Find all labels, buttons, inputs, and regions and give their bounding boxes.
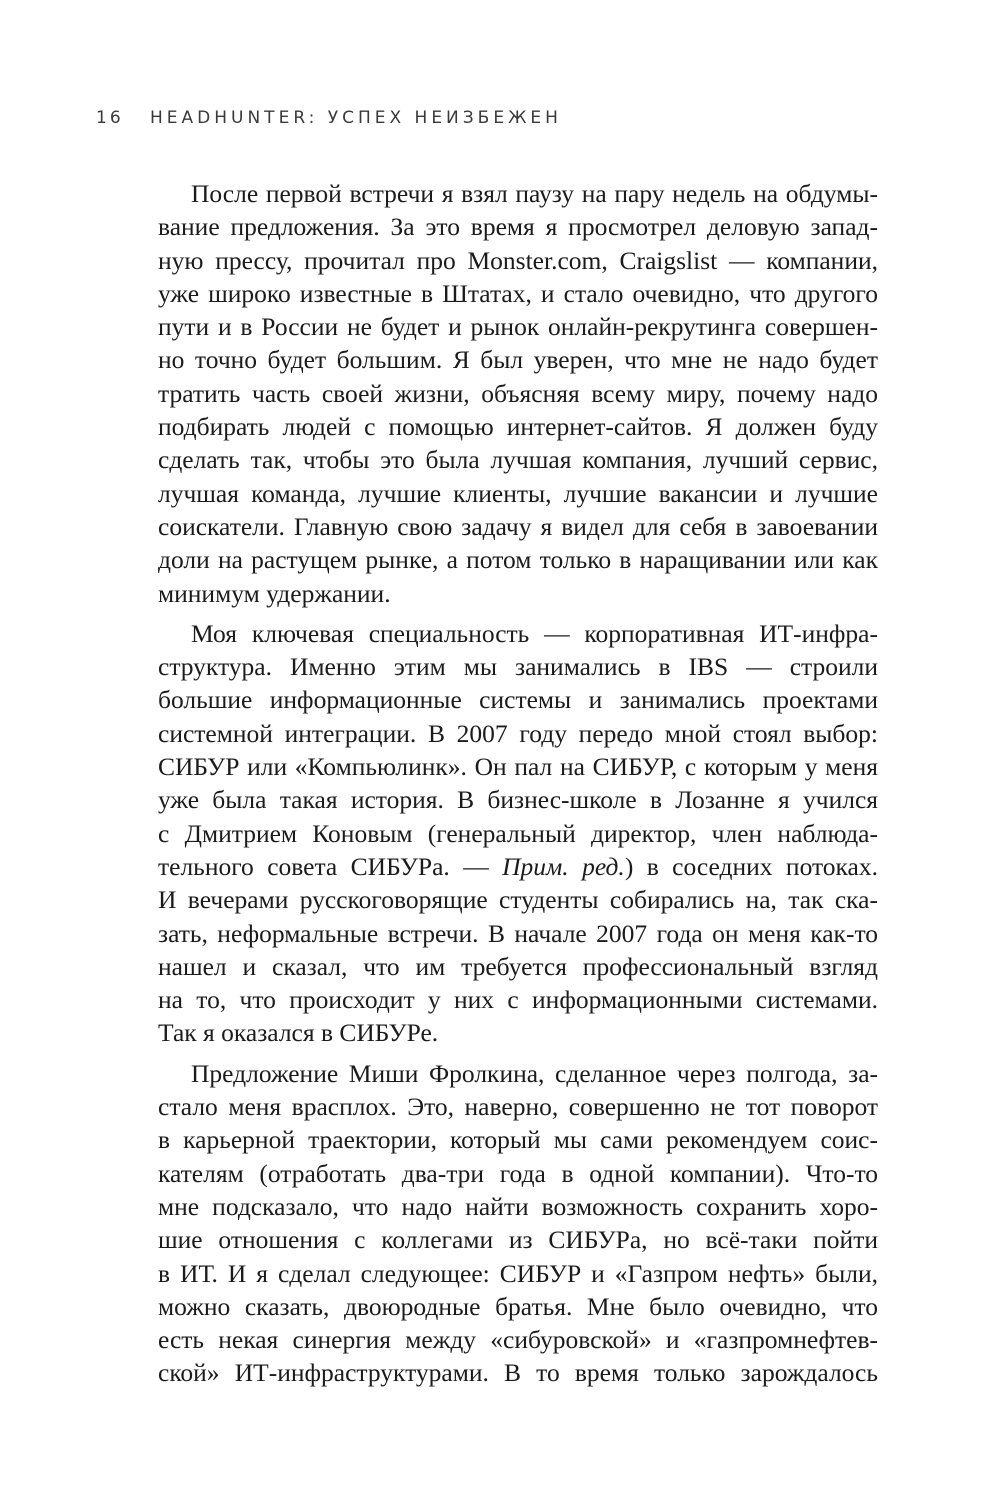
text-line: зать, неформальные встречи. В начале 2007 года он меня как-то xyxy=(158,918,878,948)
text-line: мне подсказало, что надо найти возможность сохранить хоро- xyxy=(158,1191,878,1221)
paragraph-2 xyxy=(158,617,878,1050)
text-line: соискатели. Главную свою задачу я видел для себя в завоевании xyxy=(158,511,878,541)
page-number: 16 xyxy=(96,108,124,128)
text-line: кателям (отработать два-три года в одной компании). Что-то xyxy=(158,1158,878,1188)
text-line: уже была такая история. В бизнес-школе в Лозанне я учился xyxy=(158,785,878,815)
text-line: Так я оказался в СИБУРе. xyxy=(158,1018,439,1048)
editor-note: Прим. ред. xyxy=(502,851,625,881)
text-line: большие информационные системы и занимались проектами xyxy=(158,685,878,715)
text-line: но точно будет большим. Я был уверен, что мне не надо будет xyxy=(158,345,878,375)
paragraph-3 xyxy=(158,1057,878,1390)
body-text xyxy=(158,177,878,1390)
text-line: на то, что происходит у них с информационными системами. xyxy=(158,985,878,1015)
text-line: минимум удержании. xyxy=(158,578,391,608)
text-line: пути и в России не будет и рынок онлайн-рекрутинга совершен- xyxy=(158,312,878,342)
text-line: шие отношения с коллегами из СИБУРа, но всё-таки пойти xyxy=(158,1225,878,1255)
book-title: HEADHUNTER: УСПЕХ НЕИЗБЕЖЕН xyxy=(150,108,562,128)
text-line: структура. Именно этим мы занимались в IBS — строили xyxy=(158,652,878,682)
text-line: вание предложения. За это время я просмотрел деловую запад- xyxy=(158,212,878,242)
text-line: лучшая команда, лучшие клиенты, лучшие вакансии и лучшие xyxy=(158,478,878,508)
text-line: СИБУР или «Компьюлинк». Он пал на СИБУР, с которым у меня xyxy=(158,752,878,782)
text-line: доли на растущем рынке, а потом только в наращивании или как xyxy=(158,545,878,575)
text-line: И вечерами русскоговорящие студенты собирались на, так ска- xyxy=(158,885,878,915)
running-head xyxy=(96,108,562,128)
text-line: стало меня врасплох. Это, наверно, совершенно не тот поворот xyxy=(158,1092,878,1122)
text-line: можно сказать, двоюродные братья. Мне было очевидно, что xyxy=(158,1291,878,1321)
text-line: системной интеграции. В 2007 году передо мной стоял выбор: xyxy=(158,718,878,748)
text-line: Предложение Миши Фролкина, сделанное через полгода, за- xyxy=(191,1058,878,1088)
paragraph-1 xyxy=(158,177,878,610)
text-line: После первой встречи я взял паузу на пару недель на обдумы- xyxy=(191,179,878,208)
text-line: ную прессу, прочитал про Monster.com, Craigslist — компании, xyxy=(158,245,878,275)
text-line: ской» ИТ-инфраструктурами. В то время только зарождалось xyxy=(158,1358,878,1388)
text-line: в ИТ. И я сделал следующее: СИБУР и «Газпром нефть» были, xyxy=(158,1258,878,1288)
text-line: сделать так, чтобы это была лучшая компания, лучший сервис, xyxy=(158,445,878,475)
text-line: тратить часть своей жизни, объясняя всему миру, почему надо xyxy=(158,378,878,408)
text-line-with-editor-note: тельного совета СИБУРа. — Прим. ред.) в соседних потоках. xyxy=(158,851,878,881)
text-line: уже широко известные в Штатах, и стало очевидно, что другого xyxy=(158,278,878,308)
text-line: есть некая синергия между «сибуровской» и «газпромнефтев- xyxy=(158,1325,878,1355)
text-line: Моя ключевая специальность — корпоративная ИТ-инфра- xyxy=(191,618,878,648)
text-line: с Дмитрием Коновым (генеральный директор, член наблюда- xyxy=(158,818,878,848)
text-line: нашел и сказал, что им требуется профессиональный взгляд xyxy=(158,951,878,981)
text-line: в карьерной траектории, который мы сами рекомендуем соис- xyxy=(158,1125,878,1155)
text-line: подбирать людей с помощью интернет-сайтов. Я должен буду xyxy=(158,412,878,442)
